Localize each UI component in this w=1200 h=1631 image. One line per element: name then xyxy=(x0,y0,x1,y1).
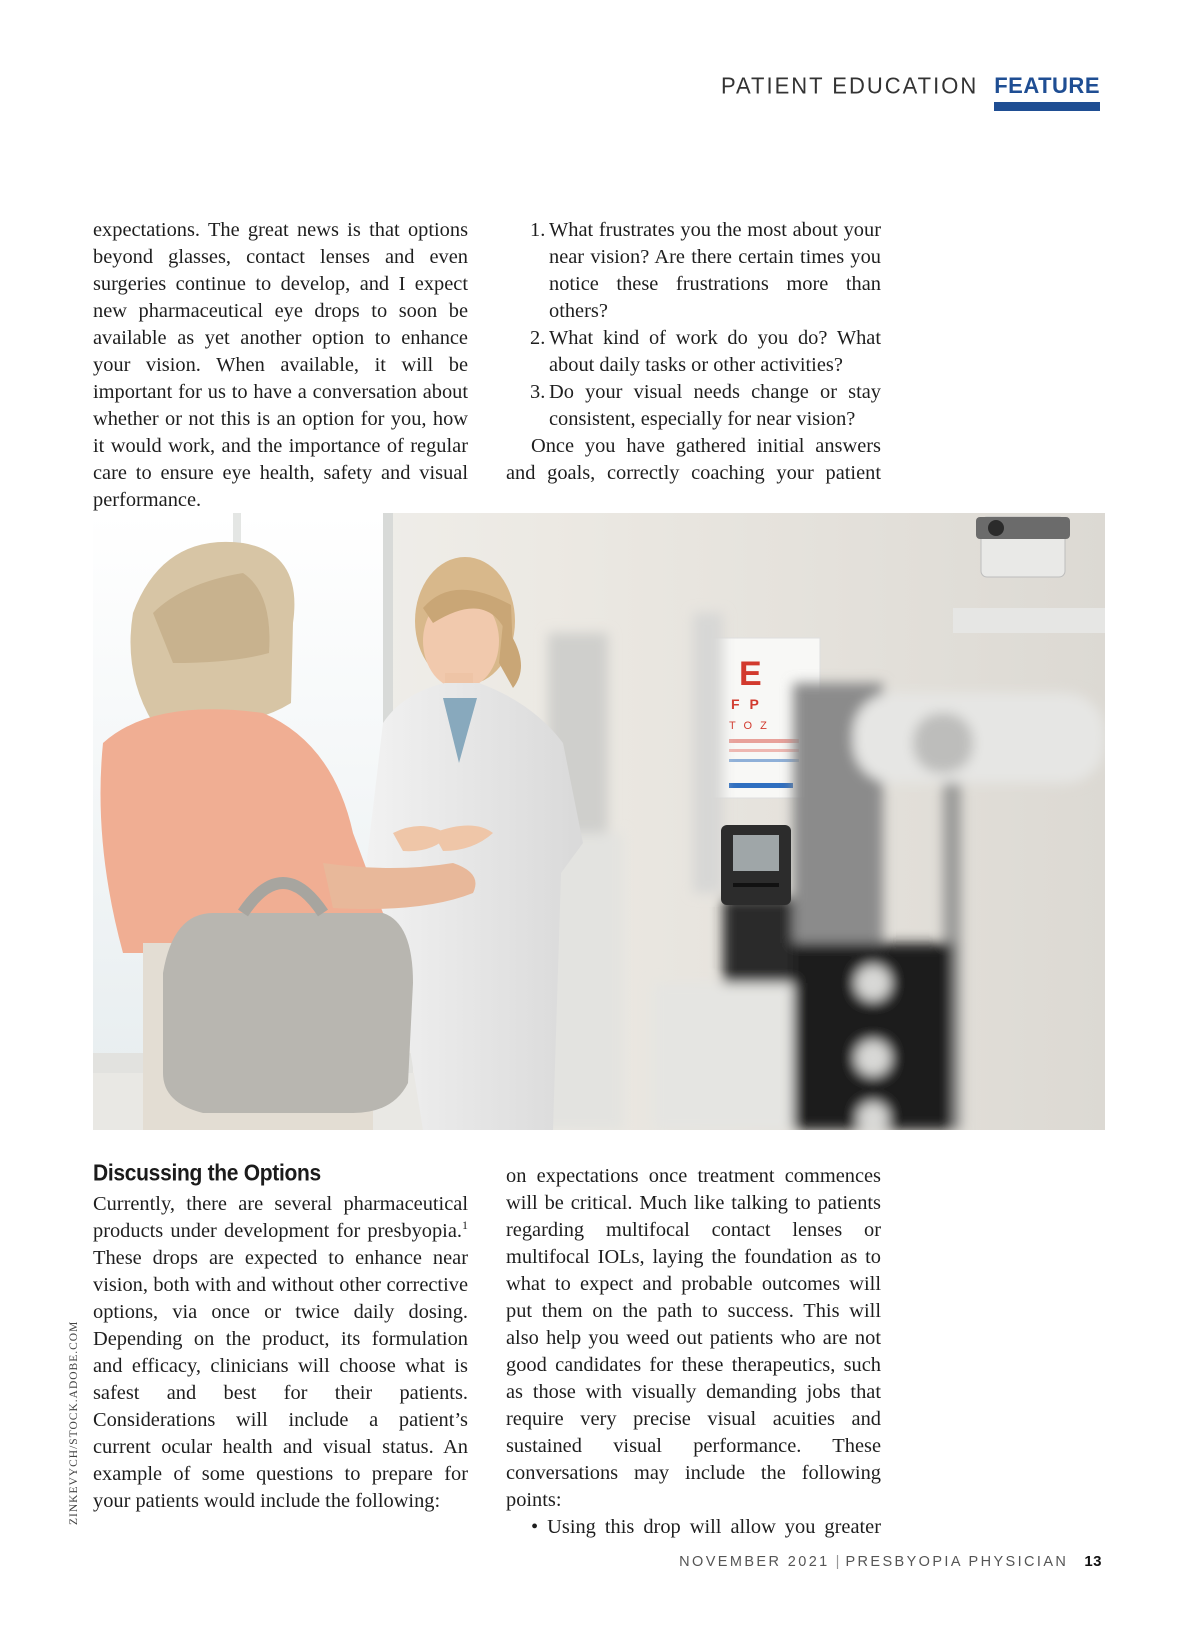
footer-separator: | xyxy=(835,1553,840,1570)
question-list xyxy=(506,217,881,433)
clinic-photo xyxy=(93,513,1105,1130)
question-item xyxy=(506,325,881,379)
paragraph-coaching: Once you have gathered initial answers and goals, correctly coaching your patient xyxy=(506,435,881,484)
section-heading: Discussing the Options xyxy=(93,1161,321,1186)
question-text: What kind of work do you do? What about daily tasks or other activities? xyxy=(549,327,881,376)
question-number: 1. xyxy=(530,219,546,241)
page-number: 13 xyxy=(1084,1553,1102,1570)
question-number: 3. xyxy=(530,381,546,403)
reference-superscript: 1 xyxy=(462,1218,468,1233)
feature-label: FEATURE xyxy=(994,73,1100,98)
photo-credit xyxy=(68,1315,88,1525)
column-top-right xyxy=(506,217,881,487)
question-number: 2. xyxy=(530,327,546,349)
column-bottom-right xyxy=(506,1163,881,1541)
feature-underline-bar xyxy=(994,102,1100,111)
photo-credit-text: ZINKEVYCH/STOCK.ADOBE.COM xyxy=(68,1320,80,1525)
column-bottom-left xyxy=(93,1191,468,1515)
svg-text:TOZ: TOZ xyxy=(729,720,775,732)
paragraph-expectations-treatment: on expectations once treatment commences will be critical. Much like talking to patients regarding multifocal contact lenses or multifocal IOLs, laying the foundation as to what to expect and probable outcomes will put them on the path to success. This will also help you weed out patients who are not good candidates for these therapeutics, such as those with visually demanding jobs that require very precise visual acuities and sustained visual performance. These conversations may include the following points: xyxy=(506,1165,881,1511)
feature-tag xyxy=(994,72,1100,111)
section-label: PATIENT EDUCATION xyxy=(720,72,979,99)
paragraph-discussing-options xyxy=(93,1191,468,1515)
publication-name: PRESBYOPIA PHYSICIAN xyxy=(845,1553,1069,1570)
question-item xyxy=(506,217,881,325)
bullet-point: • Using this drop will allow you greater xyxy=(531,1516,881,1538)
issue-date: NOVEMBER 2021 xyxy=(679,1553,830,1570)
paragraph-text-cont: These drops are expected to enhance near vision, both with and without other corrective options, via once or twice daily dosing. Depending on the product, its formulation and efficacy, clinicians will choose what is safest and best for their patients. Considerations will include a patient’s current ocular health and visual status. An example of some questions to prepare for your patients would include the following: xyxy=(93,1247,468,1512)
svg-text:FP: FP xyxy=(731,696,769,712)
page-footer xyxy=(679,1553,1102,1570)
question-text: What frustrates you the most about your near vision? Are there certain times you notice these frustrations more than others? xyxy=(549,219,881,322)
question-text: Do your visual needs change or stay consistent, especially for near vision? xyxy=(549,381,881,430)
paragraph-expectations: expectations. The great news is that options beyond glasses, contact lenses and even surgeries continue to develop, and I expect new pharmaceutical eye drops to soon be available as yet another option to enhance your vision. When available, it will be important for us to have a conversation about whether or not this is an option for you, how it would work, and the importance of regular care to ensure eye health, safety and visual performance. xyxy=(93,219,468,511)
question-item xyxy=(506,379,881,433)
column-top-left xyxy=(93,217,468,514)
page-header xyxy=(721,72,1100,111)
svg-text:E: E xyxy=(739,655,762,693)
paragraph-text: Currently, there are several pharmaceutical products under development for presbyopia. xyxy=(93,1193,468,1242)
clinic-photo-illustration xyxy=(93,513,1105,1130)
